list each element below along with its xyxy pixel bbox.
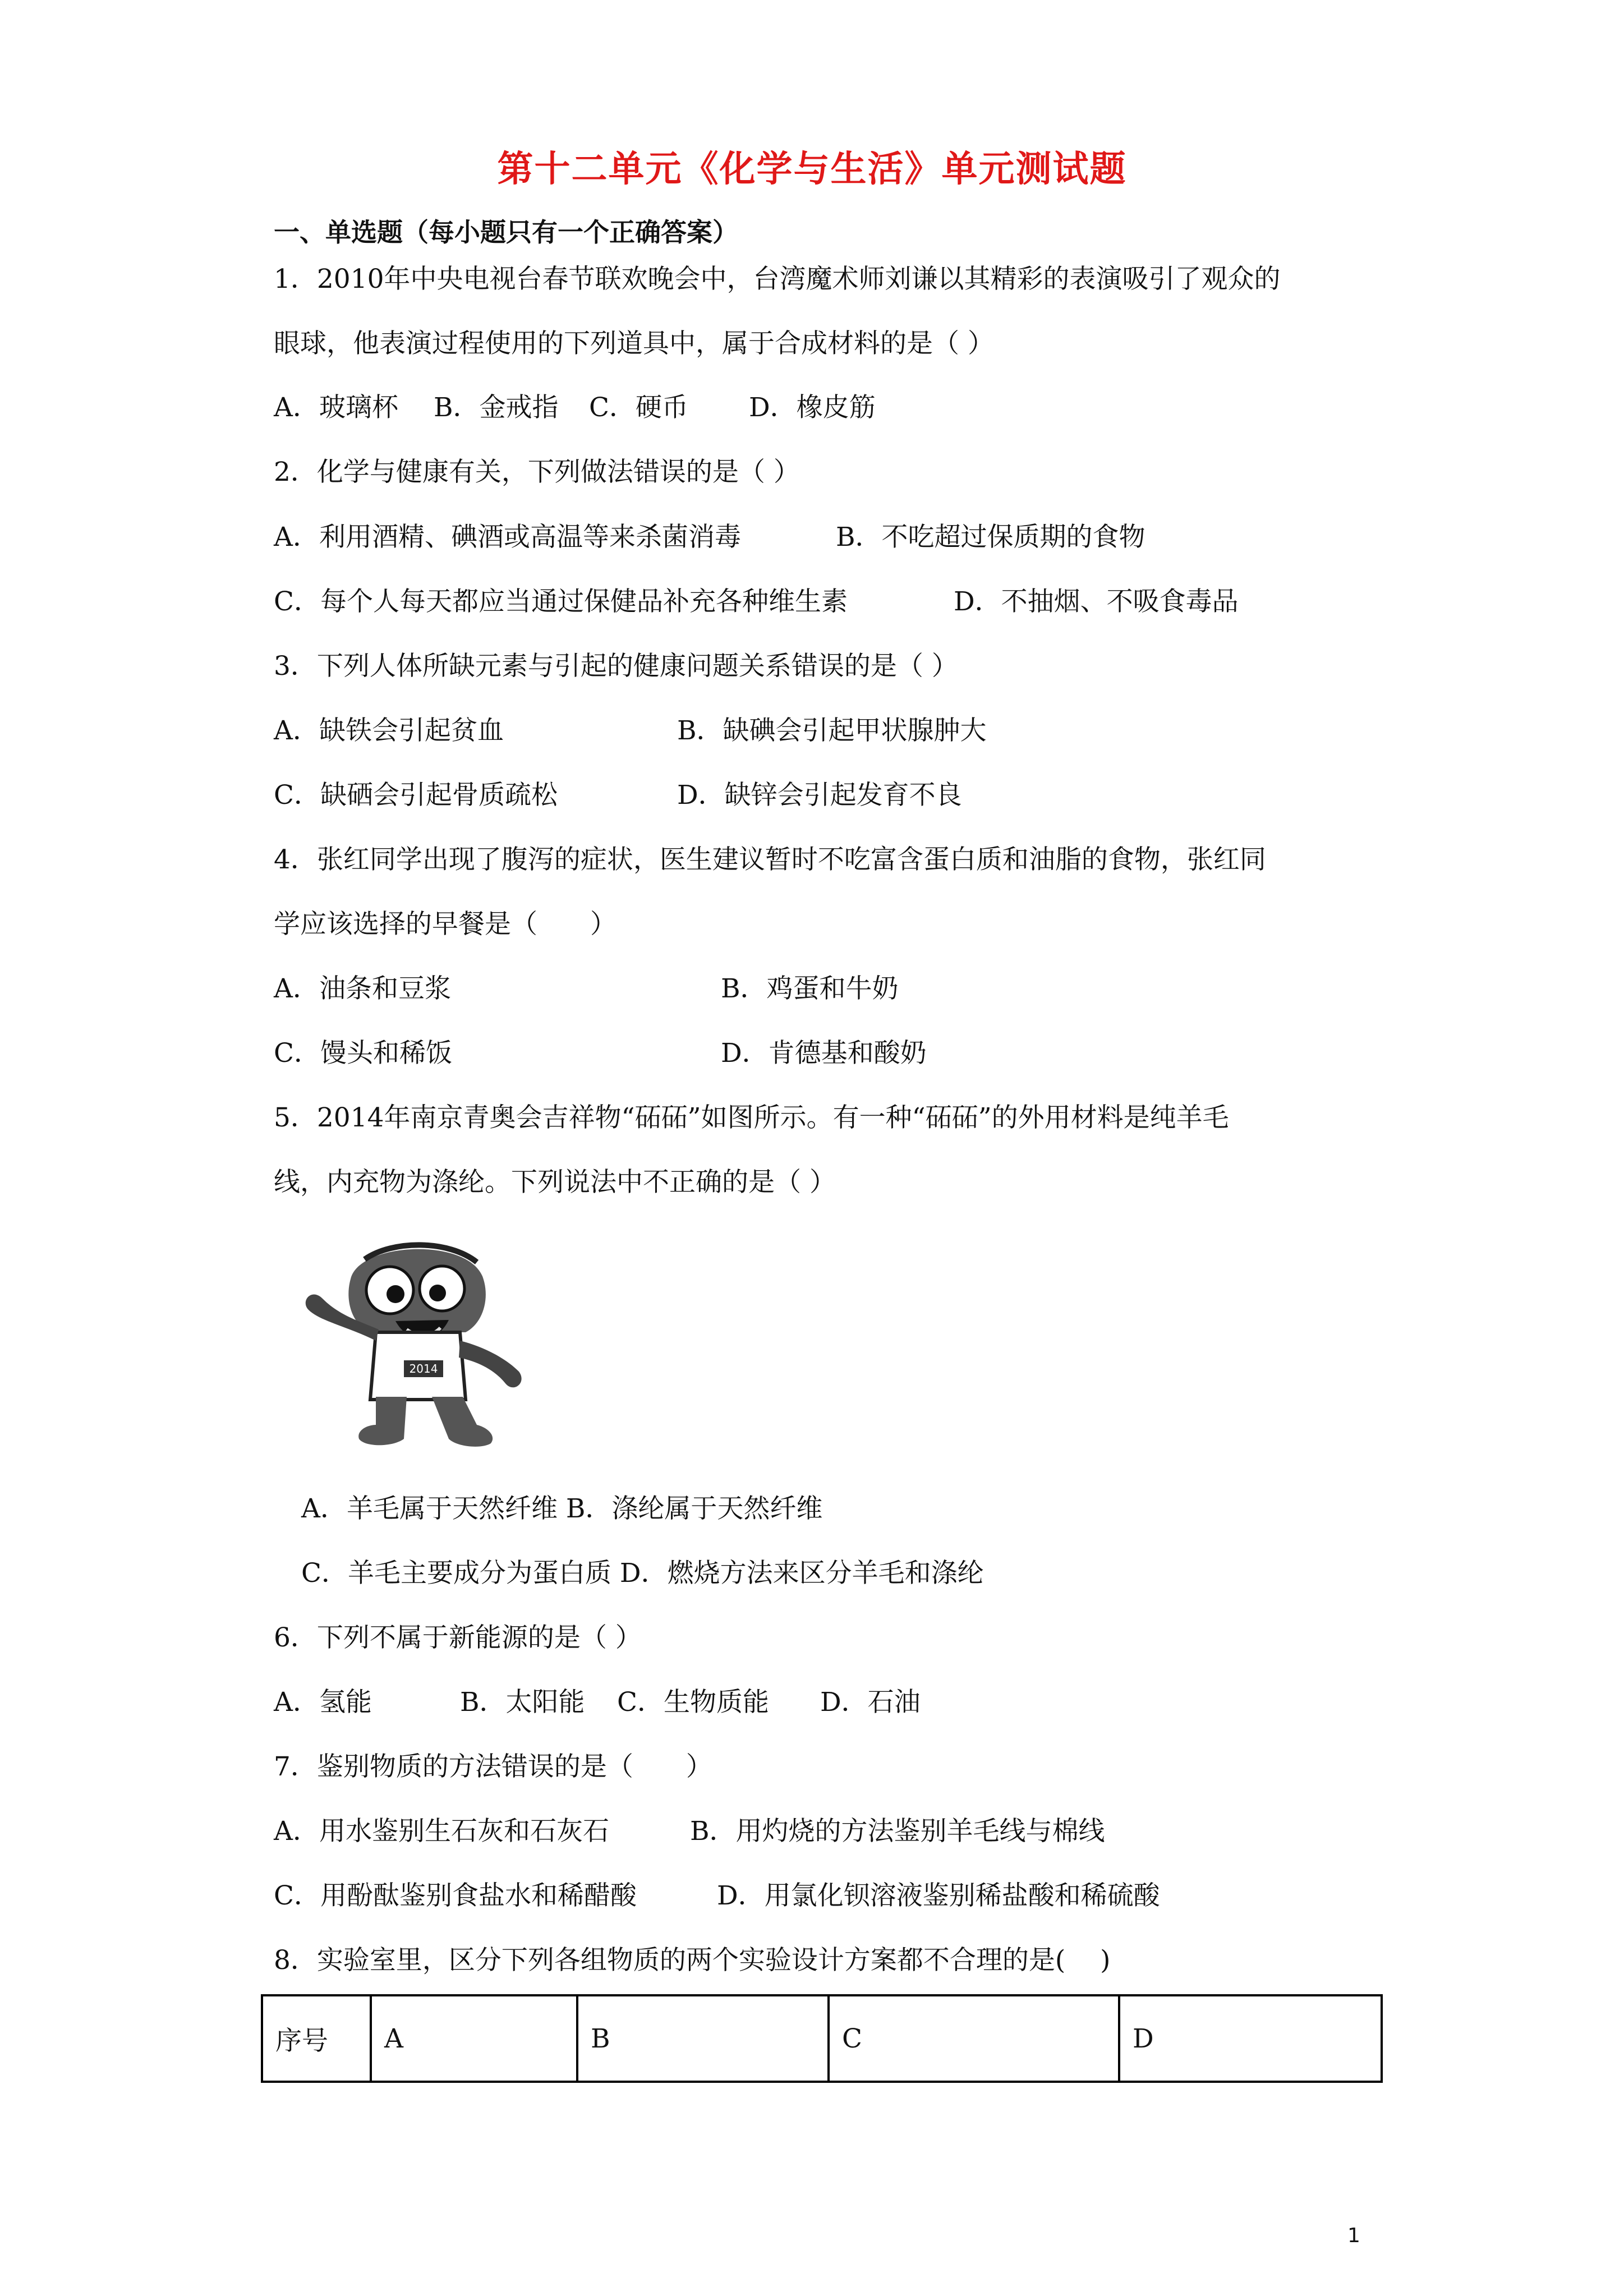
q5-options-cd: C．羊毛主要成分为蛋白质 D．燃烧方法来区分羊毛和涤纶 (301, 1558, 984, 1589)
q4-stem-line2: 学应该选择的早餐是（ ） (274, 909, 617, 940)
q7-option-c: C．用酚酞鉴别食盐水和稀醋酸 (274, 1880, 637, 1911)
page-number: 1 (1347, 2224, 1360, 2247)
q8-stem: 8．实验室里，区分下列各组物质的两个实验设计方案都不合理的是( ) (274, 1945, 1111, 1976)
q2-stem: 2．化学与健康有关，下列做法错误的是（ ） (274, 457, 800, 487)
q1-option-c: C．硬币 (589, 392, 688, 423)
q2-option-b: B．不吃超过保质期的食物 (836, 522, 1145, 553)
q3-option-b: B．缺碘会引起甲状腺肿大 (677, 715, 987, 746)
q3-stem: 3．下列人体所缺元素与引起的健康问题关系错误的是（ ） (274, 651, 958, 682)
q8-table (261, 1994, 1383, 2083)
table-header-cell: A (371, 1995, 577, 2082)
q1-stem-line2: 眼球，他表演过程使用的下列道具中，属于合成材料的是（ ） (274, 328, 994, 359)
q4-option-d: D．肯德基和酸奶 (721, 1038, 927, 1069)
q6-option-a: A．氢能 (274, 1687, 372, 1718)
table-row (262, 1995, 1382, 2082)
q1-option-d: D．橡皮筋 (749, 392, 876, 423)
q2-option-a: A．利用酒精、碘酒或高温等来杀菌消毒 (274, 522, 741, 553)
q6-option-c: C．生物质能 (617, 1687, 769, 1718)
q4-option-c: C．馒头和稀饭 (274, 1038, 452, 1069)
q2-option-c: C．每个人每天都应当通过保健品补充各种维生素 (274, 586, 848, 617)
q3-option-a: A．缺铁会引起贫血 (274, 715, 504, 746)
table-header-cell: C (829, 1995, 1119, 2082)
q6-option-d: D．石油 (820, 1687, 921, 1718)
table-header-cell: D (1119, 1995, 1382, 2082)
q5-options-ab: A．羊毛属于天然纤维 B．涤纶属于天然纤维 (301, 1493, 823, 1524)
section-heading: 一、单选题（每小题只有一个正确答案） (274, 217, 738, 247)
q7-option-b: B．用灼烧的方法鉴别羊毛线与棉线 (690, 1816, 1105, 1847)
q4-option-a: A．油条和豆浆 (274, 973, 451, 1004)
q1-stem-line1: 1．2010年中央电视台春节联欢晚会中，台湾魔术师刘谦以其精彩的表演吸引了观众的 (274, 264, 1281, 295)
q7-option-a: A．用水鉴别生石灰和石灰石 (274, 1816, 609, 1847)
document-title: 第十二单元《化学与生活》单元测试题 (497, 149, 1127, 190)
table-header-cell: 序号 (262, 1995, 371, 2082)
q2-option-d: D．不抽烟、不吸食毒品 (954, 586, 1239, 617)
q4-option-b: B．鸡蛋和牛奶 (721, 973, 899, 1004)
q1-option-b: B．金戒指 (434, 392, 559, 423)
mascot-badge-text: 2014 (409, 1362, 438, 1375)
q6-stem: 6．下列不属于新能源的是（ ） (274, 1622, 642, 1653)
q3-option-d: D．缺锌会引起发育不良 (677, 780, 962, 811)
q5-stem-line1: 5．2014年南京青奥会吉祥物“砳砳”如图所示。有一种“砳砳”的外用材料是纯羊毛 (274, 1102, 1229, 1133)
q4-stem-line1: 4．张红同学出现了腹泻的症状，医生建议暂时不吃富含蛋白质和油脂的食物，张红同 (274, 844, 1266, 875)
q1-option-a: A．玻璃杯 (274, 392, 398, 423)
table-header-cell: B (577, 1995, 829, 2082)
q6-option-b: B．太阳能 (460, 1687, 585, 1718)
q7-option-d: D．用氯化钡溶液鉴别稀盐酸和稀硫酸 (717, 1880, 1160, 1911)
q3-option-c: C．缺硒会引起骨质疏松 (274, 780, 558, 811)
mascot-image (297, 1226, 539, 1450)
q7-stem: 7．鉴别物质的方法错误的是（ ） (274, 1751, 712, 1782)
q5-stem-line2: 线，内充物为涤纶。下列说法中不正确的是（ ） (274, 1167, 836, 1198)
